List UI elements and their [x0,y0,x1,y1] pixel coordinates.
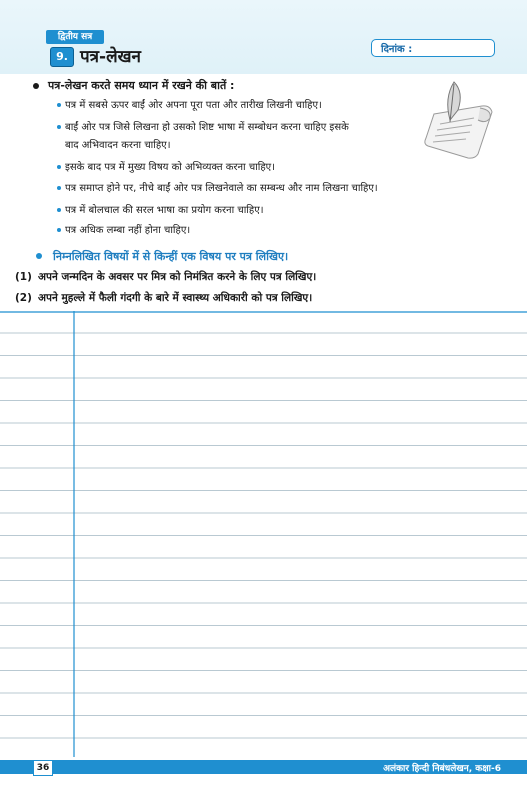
page-number: 36 [33,760,53,776]
tip-text: इसके बाद पत्र में मुख्य विषय को अभिव्यक्त करना चाहिए। [65,162,275,173]
bullet-icon [57,208,61,212]
date-label: दिनांक : [381,44,413,55]
chapter-number: 9. [50,47,74,67]
tip-item [65,121,349,134]
bullet-icon [57,186,61,190]
tip-item [65,99,322,112]
book-title: अलंकार हिन्दी निबंधलेखन, कक्षा-6 [383,764,501,774]
tip-item [65,224,190,237]
question-number: (1) [15,271,32,283]
quill-scroll-icon [420,80,502,162]
date-field[interactable] [371,39,495,57]
tip-text: पत्र अधिक लम्बा नहीं होना चाहिए। [65,225,191,236]
tip-item-continued [65,139,171,152]
bullet-icon [57,228,61,232]
tip-text: पत्र में सबसे ऊपर बाईं ओर अपना पूरा पता और तारीख लिखनी चाहिए। [65,100,322,111]
question-item [15,291,312,305]
tip-item [65,161,275,174]
bullet-icon [57,125,61,129]
exercise-instruction: निम्नलिखित विषयों में से किन्हीं एक विषय पर पत्र लिखिए। [53,250,289,263]
instruction-bullet-icon [36,253,42,259]
bullet-icon [57,165,61,169]
heading-bullet-icon [33,83,39,89]
chapter-title: पत्र-लेखन [80,47,141,67]
tip-text: बाईं ओर पत्र जिसे लिखना हो उसको शिष्ट भाषा में सम्बोधन करना चाहिए इसके [65,122,349,133]
tip-text: बाद अभिवादन करना चाहिए। [65,140,171,151]
tip-item [65,182,378,195]
question-item [15,270,316,284]
question-text: अपने मुहल्ले में फैली गंदगी के बारे में स्वास्थ्य अधिकारी को पत्र लिखिए। [38,292,313,304]
question-number: (2) [15,292,32,304]
tip-item [65,204,264,217]
tips-heading: पत्र-लेखन करते समय ध्यान में रखने की बातें : [48,79,235,92]
ruled-writing-area[interactable] [0,311,527,757]
tip-text: पत्र समाप्त होने पर, नीचे बाईं ओर पत्र लिखनेवाले का सम्बन्ध और नाम लिखना चाहिए। [65,183,378,194]
tip-text: पत्र में बोलचाल की सरल भाषा का प्रयोग करना चाहिए। [65,205,264,216]
term-badge: द्वितीय सत्र [46,30,104,44]
question-text: अपने जन्मदिन के अवसर पर मित्र को निमंत्रित करने के लिए पत्र लिखिए। [38,271,317,283]
bullet-icon [57,103,61,107]
